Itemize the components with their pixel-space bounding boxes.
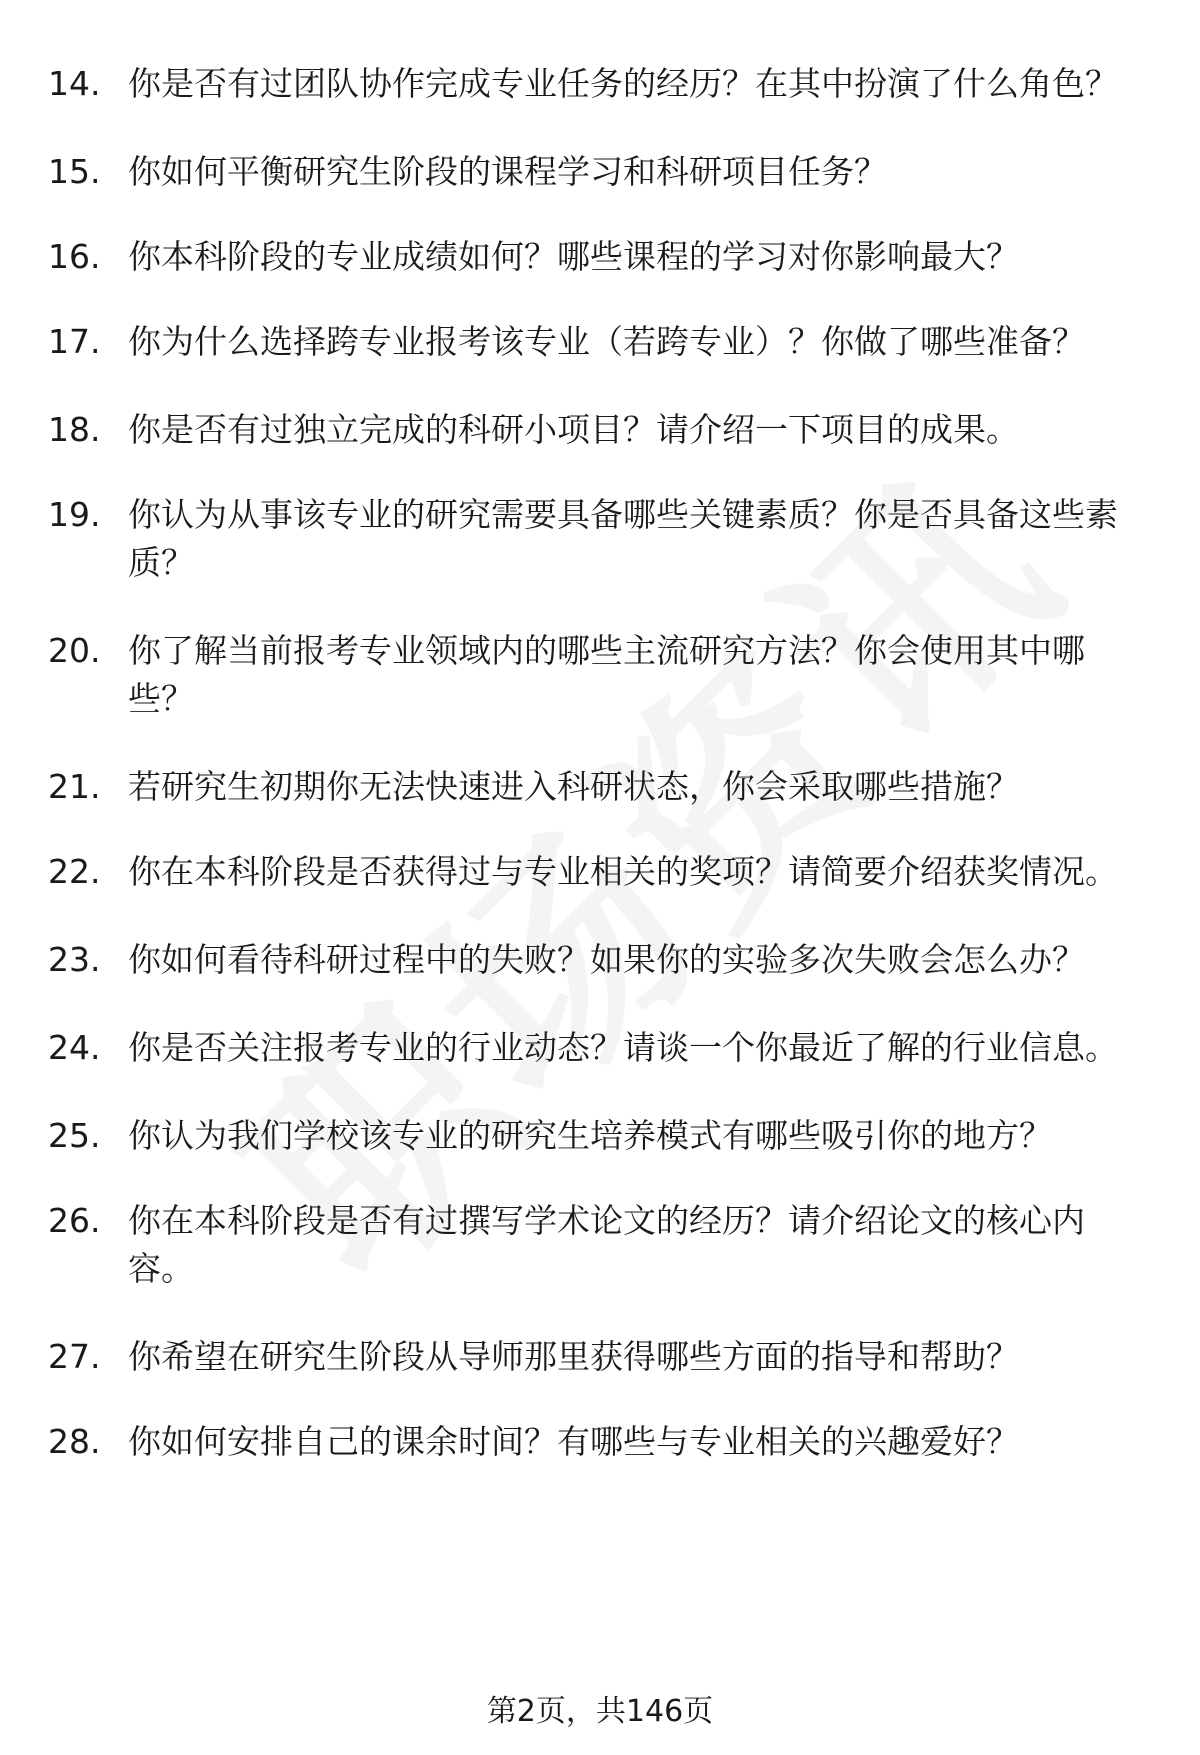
question-number: 16. [48,237,101,276]
question-number: 18. [48,410,101,449]
question-text: 你认为从事该专业的研究需要具备哪些关键素质？你是否具备这些素质？ [128,495,1118,582]
question-item [0,763,1200,811]
question-item [0,936,1200,984]
question-text: 你是否关注报考专业的行业动态？请谈一个你最近了解的行业信息。 [128,1028,1118,1067]
question-text: 你如何平衡研究生阶段的课程学习和科研项目任务？ [128,152,887,191]
question-text: 你在本科阶段是否获得过与专业相关的奖项？请简要介绍获奖情况。 [128,852,1118,891]
question-text: 你为什么选择跨专业报考该专业（若跨专业）？你做了哪些准备？ [128,322,1085,361]
question-text: 你认为我们学校该专业的研究生培养模式有哪些吸引你的地方？ [128,1116,1052,1155]
question-number: 20. [48,631,101,670]
question-number: 14. [48,64,101,103]
page-number: 第2页，共146页 [486,1694,714,1729]
question-number: 22. [48,852,101,891]
question-number: 17. [48,322,101,361]
question-number: 24. [48,1028,101,1067]
question-number: 19. [48,495,101,534]
question-text: 你是否有过团队协作完成专业任务的经历？在其中扮演了什么角色？ [128,64,1118,103]
question-item [0,1418,1200,1466]
question-item [0,60,1200,108]
question-item [0,1024,1200,1072]
question-number: 23. [48,940,101,979]
question-list [0,60,1200,1503]
question-number: 28. [48,1422,101,1461]
question-item [0,627,1200,723]
question-item [0,848,1200,896]
question-number: 21. [48,767,101,806]
question-text: 你了解当前报考专业领域内的哪些主流研究方法？你会使用其中哪些？ [128,631,1085,718]
question-item [0,233,1200,281]
question-text: 你本科阶段的专业成绩如何？哪些课程的学习对你影响最大？ [128,237,1019,276]
question-number: 27. [48,1337,101,1376]
question-text: 若研究生初期你无法快速进入科研状态，你会采取哪些措施？ [128,767,1019,806]
question-text: 你在本科阶段是否有过撰写学术论文的经历？请介绍论文的核心内容。 [128,1201,1085,1288]
question-number: 25. [48,1116,101,1155]
question-text: 你如何安排自己的课余时间？有哪些与专业相关的兴趣爱好？ [128,1422,1019,1461]
question-text: 你如何看待科研过程中的失败？如果你的实验多次失败会怎么办？ [128,940,1085,979]
question-item [0,406,1200,454]
question-item [0,148,1200,196]
question-number: 15. [48,152,101,191]
question-text: 你希望在研究生阶段从导师那里获得哪些方面的指导和帮助？ [128,1337,1019,1376]
question-item [0,1333,1200,1381]
question-item [0,1197,1200,1293]
question-number: 26. [48,1201,101,1240]
question-text: 你是否有过独立完成的科研小项目？请介绍一下项目的成果。 [128,410,1019,449]
question-item [0,1112,1200,1160]
question-item [0,318,1200,366]
question-item [0,491,1200,587]
